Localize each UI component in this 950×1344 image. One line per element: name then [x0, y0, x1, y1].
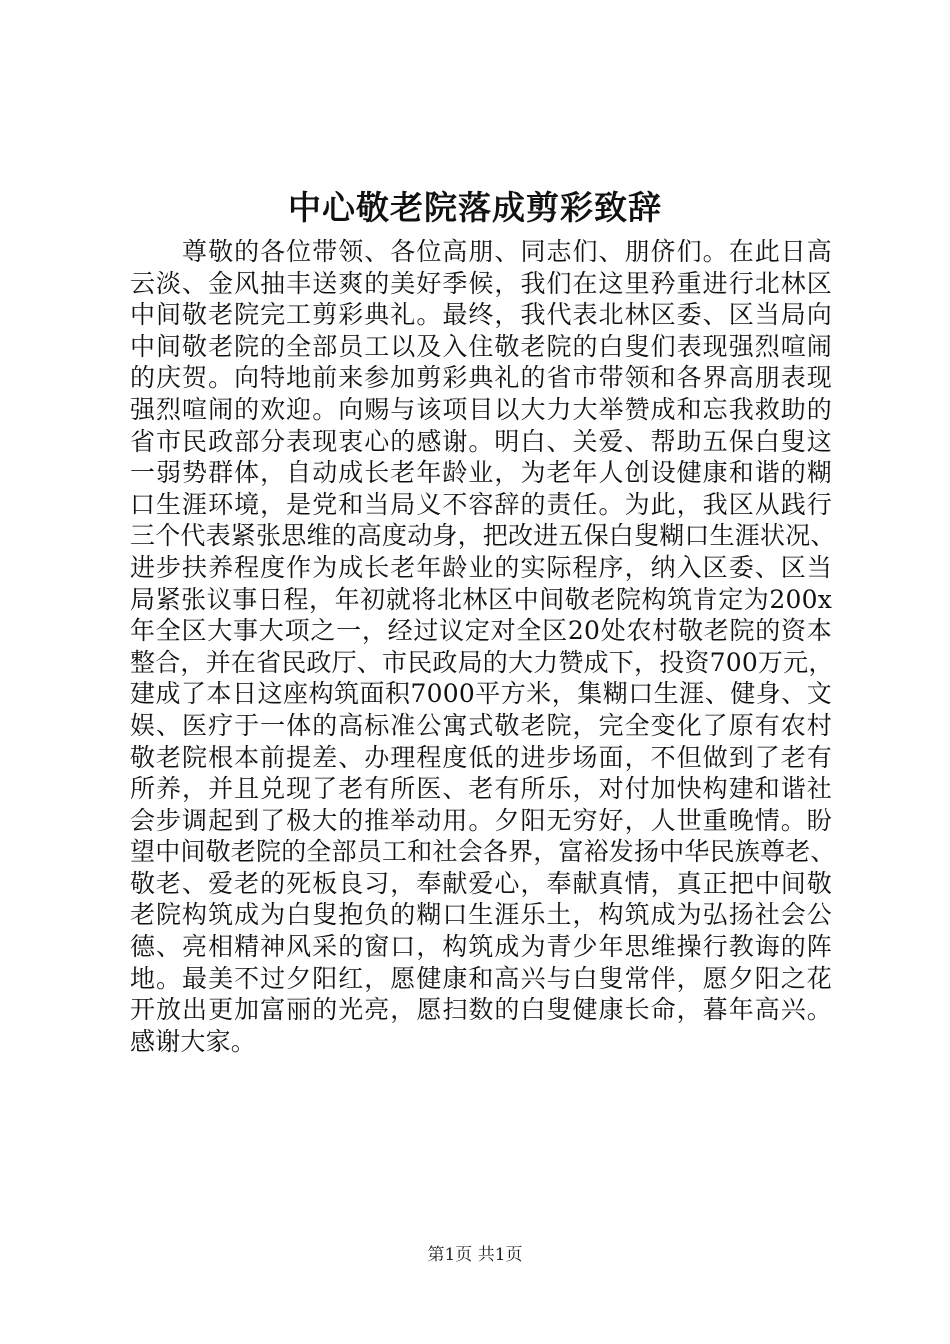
- paragraph-line: 敬老院根本前提差、办理程度低的进步场面，不但做到了老有: [130, 742, 832, 772]
- document-body: [130, 236, 836, 1057]
- paragraph-line: 三个代表紧张思维的高度动身，把改进五保白叟糊口生涯状况、: [130, 521, 836, 551]
- paragraph-line: 敬老、爱老的死板良习，奉献爱心，奉献真情，真正把中间敬: [130, 868, 832, 898]
- paragraph-line: 整合，并在省民政厅、市民政局的大力赞成下，投资700万元，: [130, 647, 834, 677]
- page-number-footer: 第1页 共1页: [427, 1245, 523, 1265]
- paragraph-line: 尊敬的各位带领、各位高朋、同志们、朋侪们。在此日高: [130, 237, 832, 266]
- paragraph-line: 省市民政部分表现衷心的感谢。明白、关爱、帮助五保白叟这: [130, 426, 832, 456]
- paragraph-line: 老院构筑成为白叟抱负的糊口生涯乐土，构筑成为弘扬社会公: [130, 900, 832, 930]
- paragraph-line: 强烈喧闹的欢迎。向赐与该项目以大力大举赞成和忘我救助的: [130, 394, 832, 424]
- paragraph-line: 云淡、金风抽丰送爽的美好季候，我们在这里矜重进行北林区: [130, 268, 832, 298]
- paragraph-line: 的庆贺。向特地前来参加剪彩典礼的省市带领和各界高朋表现: [130, 363, 832, 393]
- paragraph-line: 所养，并且兑现了老有所医、老有所乐，对付加快构建和谐社: [130, 774, 832, 804]
- paragraph-line: 会步调起到了极大的推举动用。夕阳无穷好，人世重晚情。盼: [130, 805, 832, 835]
- paragraph-line: 感谢大家。: [130, 1026, 257, 1056]
- paragraph-line: 中间敬老院的全部员工以及入住敬老院的白叟们表现强烈喧闹: [130, 331, 832, 361]
- paragraph-line: 娱、医疗于一体的高标准公寓式敬老院，完全变化了原有农村: [130, 710, 832, 740]
- paragraph-line: 局紧张议事日程，年初就将北林区中间敬老院构筑肯定为200x: [130, 584, 832, 614]
- paragraph-line: 进步扶养程度作为成长老年龄业的实际程序，纳入区委、区当: [130, 552, 832, 582]
- paragraph-line: 地。最美不过夕阳红，愿健康和高兴与白叟常伴，愿夕阳之花: [130, 963, 832, 993]
- paragraph-line: 年全区大事大项之一，经过议定对全区20处农村敬老院的资本: [130, 616, 832, 646]
- paragraph-line: 德、亮相精神风采的窗口，构筑成为青少年思维操行教诲的阵: [130, 932, 832, 962]
- paragraph-line: 望中间敬老院的全部员工和社会各界，富裕发扬中华民族尊老、: [130, 837, 836, 867]
- paragraph-line: 开放出更加富丽的光亮，愿扫数的白叟健康长命，暮年高兴。: [130, 995, 832, 1025]
- paragraph-line: 中间敬老院完工剪彩典礼。最终，我代表北林区委、区当局向: [130, 300, 832, 330]
- paragraph-line: 一弱势群体，自动成长老年龄业，为老年人创设健康和谐的糊: [130, 458, 832, 488]
- paragraph-line: 口生涯环境，是党和当局义不容辞的责任。为此，我区从践行: [130, 489, 832, 519]
- page-title: 中心敬老院落成剪彩致辞: [288, 188, 662, 227]
- paragraph-line: 建成了本日这座构筑面积7000平方米，集糊口生涯、健身、文: [130, 679, 832, 709]
